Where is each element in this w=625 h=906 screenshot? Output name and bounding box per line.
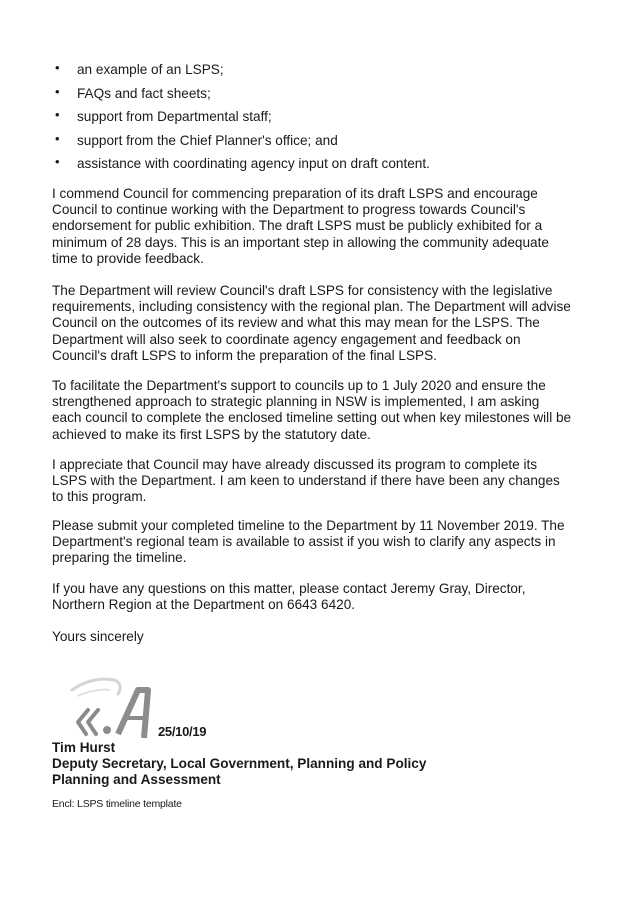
support-list: [55, 62, 575, 180]
bullet-icon: •: [55, 107, 60, 123]
signature-block: [52, 668, 352, 748]
paragraph-facilitate: To facilitate the Department's support to councils up to 1 July 2020 and ensure the strengthened approach to strategic planning in NSW is implemented, I am asking each council to complete the enclosed timeline setting out when key milestones will be achieved to make its first LSPS by the statutory date.: [52, 378, 572, 442]
paragraph-appreciate: I appreciate that Council may have already discussed its program to complete its LSPS with the Department. I am keen to understand if there have been any changes to this program.: [52, 457, 560, 505]
list-item: • assistance with coordinating agency input on draft content.: [55, 154, 430, 172]
paragraph-submit: Please submit your completed timeline to the Department by 11 November 2019. The Department's regional team is available to assist if you wish to clarify any aspects in preparing the timeline.: [52, 518, 565, 566]
bullet-icon: •: [55, 154, 60, 170]
list-item: • support from the Chief Planner's office; and: [55, 130, 338, 148]
handwritten-signature: [52, 668, 162, 743]
list-item: • FAQs and fact sheets;: [55, 83, 211, 101]
bullet-icon: •: [55, 60, 60, 75]
signatory-title: Deputy Secretary, Local Government, Planning and Policy: [52, 756, 427, 771]
signatory-name: Tim Hurst: [52, 740, 116, 755]
enclosure-note: Encl: LSPS timeline template: [52, 798, 182, 810]
bullet-icon: •: [55, 130, 60, 146]
signature-date: 25/10/19: [158, 724, 207, 739]
paragraph-contact: If you have any questions on this matter, please contact Jeremy Gray, Director, Northern Region at the Department on 6643 6420.: [52, 581, 526, 613]
list-item: • an example of an LSPS;: [55, 60, 224, 77]
bullet-icon: •: [55, 83, 60, 99]
signatory-division: Planning and Assessment: [52, 772, 221, 787]
paragraph-commend: I commend Council for commencing preparation of its draft LSPS and encourage Council to continue working with the Department to progress towards Council's endorsement for public exhibition. The draft LSPS must be publicly exhibited for a minimum of 28 days. This is an important step in allowing the community adequate time to provide feedback.: [52, 186, 549, 266]
list-item: • support from Departmental staff;: [55, 107, 272, 125]
paragraph-review: The Department will review Council's draft LSPS for consistency with the legislative requirements, including consistency with the regional plan. The Department will advise Council on the outcomes of its review and what this may mean for the LSPS. The Department will also seek to coordinate agency engagement and feedback on Council's draft LSPS to inform the preparation of the final LSPS.: [52, 283, 571, 363]
closing-salutation: Yours sincerely: [52, 629, 144, 644]
